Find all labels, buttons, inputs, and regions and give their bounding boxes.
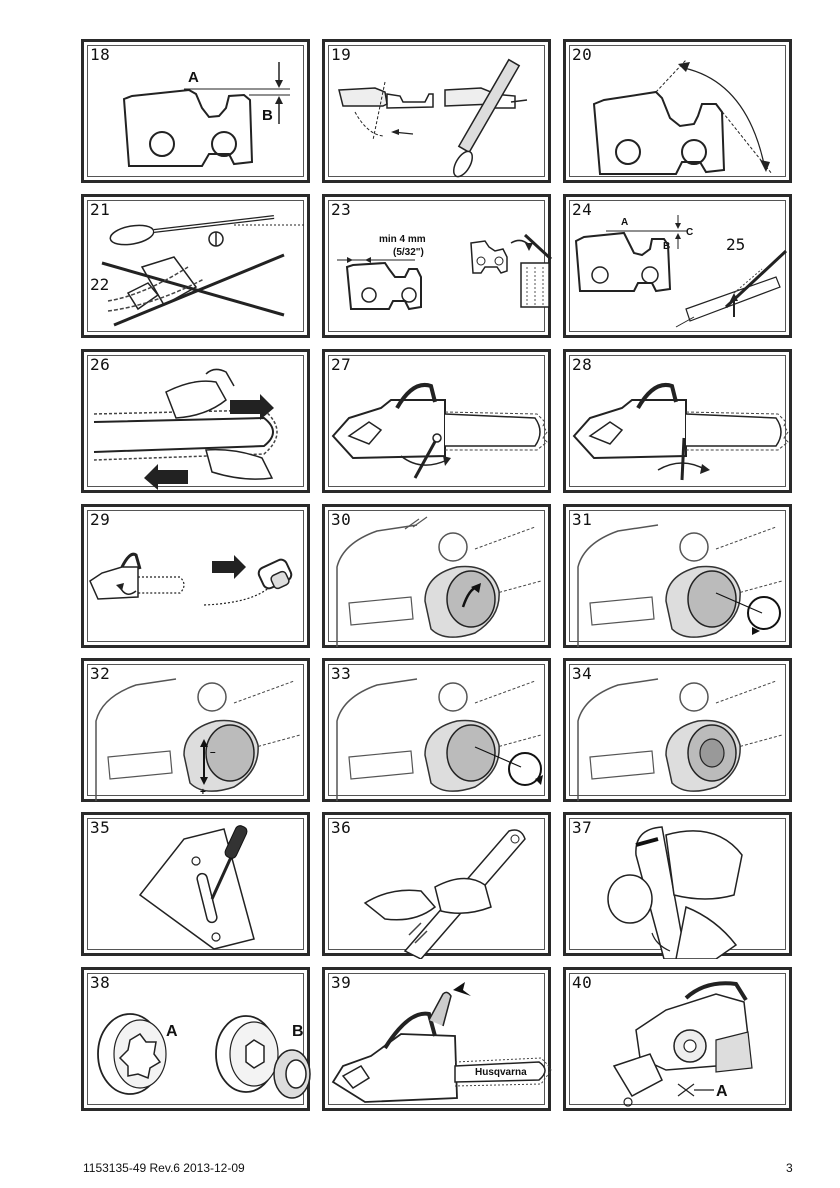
figure-number: 34 [572,664,593,683]
figure-37 [563,812,792,956]
figure-number: 36 [331,818,352,837]
cutter-top-angle-illustration [566,42,795,186]
chain-catcher-illustration [566,970,795,1114]
side-cover-knob-rotate-illustration [566,507,795,651]
figure-number: 28 [572,355,593,374]
figure-26 [81,349,310,493]
min-length-text: min 4 mm [379,234,426,245]
minimum-cutter-length-illustration [325,197,554,341]
chain-tensioning-side-illustration [566,352,795,496]
figure-24-25 [563,194,792,338]
tensioner-knob-illustration [84,507,313,651]
min-length-inches: (5/32") [393,247,424,258]
drive-sprocket-illustration [84,970,313,1114]
figure-23 [322,194,551,338]
figure-number: 19 [331,45,352,64]
figure-number-22: 22 [90,275,110,294]
figure-19 [322,39,551,183]
bar-oil-hole-illustration [325,815,554,959]
brand-text: Husqvarna [475,1067,527,1078]
page-number: 3 [786,1161,793,1175]
figure-number: 40 [572,973,593,992]
knob-tighten-illustration [325,661,554,805]
label-a: A [188,69,199,86]
label-a: A [621,217,629,228]
figure-number: 30 [331,510,352,529]
figure-18 [81,39,310,183]
figure-31 [563,504,792,648]
chain-tension-check-illustration [84,352,313,496]
figure-20 [563,39,792,183]
figure-34 [563,658,792,802]
figure-number: 23 [331,200,352,219]
bar-groove-clean-illustration [84,815,313,959]
file-angle-illustration [325,42,554,186]
round-file-illustration [84,197,313,341]
figure-number: 29 [90,510,111,529]
label-b: B [262,107,273,124]
figure-27 [322,349,551,493]
figure-number: 18 [90,45,111,64]
document-id: 1153135-49 Rev.6 2013-12-09 [83,1161,245,1175]
figure-29 [81,504,310,648]
minus-sign: – [210,747,216,758]
figure-39 [322,967,551,1111]
figure-number: 31 [572,510,593,529]
figure-36 [322,812,551,956]
chain-tensioning-screwdriver-illustration [325,352,554,496]
figure-35 [81,812,310,956]
figure-38 [81,967,310,1111]
figure-21-22 [81,194,310,338]
figure-32 [81,658,310,802]
label-b: B [292,1023,304,1040]
figure-number: 26 [90,355,111,374]
figure-number: 35 [90,818,111,837]
figure-30 [322,504,551,648]
figure-number: 20 [572,45,593,64]
plus-sign: + [200,787,206,798]
figure-number-25: 25 [726,235,746,254]
figure-number: 39 [331,973,352,992]
chain-cutter-illustration [84,42,313,186]
figure-number: 33 [331,664,352,683]
chainsaw-overview-illustration [325,970,554,1114]
bar-wear-check-illustration [566,815,795,959]
label-a: A [166,1023,178,1040]
figure-28 [563,349,792,493]
figure-number: 38 [90,973,111,992]
side-cover-knob-open-illustration [325,507,554,651]
figure-number: 27 [331,355,352,374]
chain-tension-adjust-illustration [84,661,313,805]
figure-number: 24 [572,200,593,219]
depth-gauge-illustration [566,197,795,341]
figure-40 [563,967,792,1111]
label-a: A [716,1083,728,1100]
label-c: C [686,227,694,238]
figure-number: 32 [90,664,111,683]
figure-number: 21 [90,200,111,219]
knob-folded-illustration [566,661,795,805]
figure-number: 37 [572,818,593,837]
figure-33 [322,658,551,802]
label-b: B [663,241,671,252]
